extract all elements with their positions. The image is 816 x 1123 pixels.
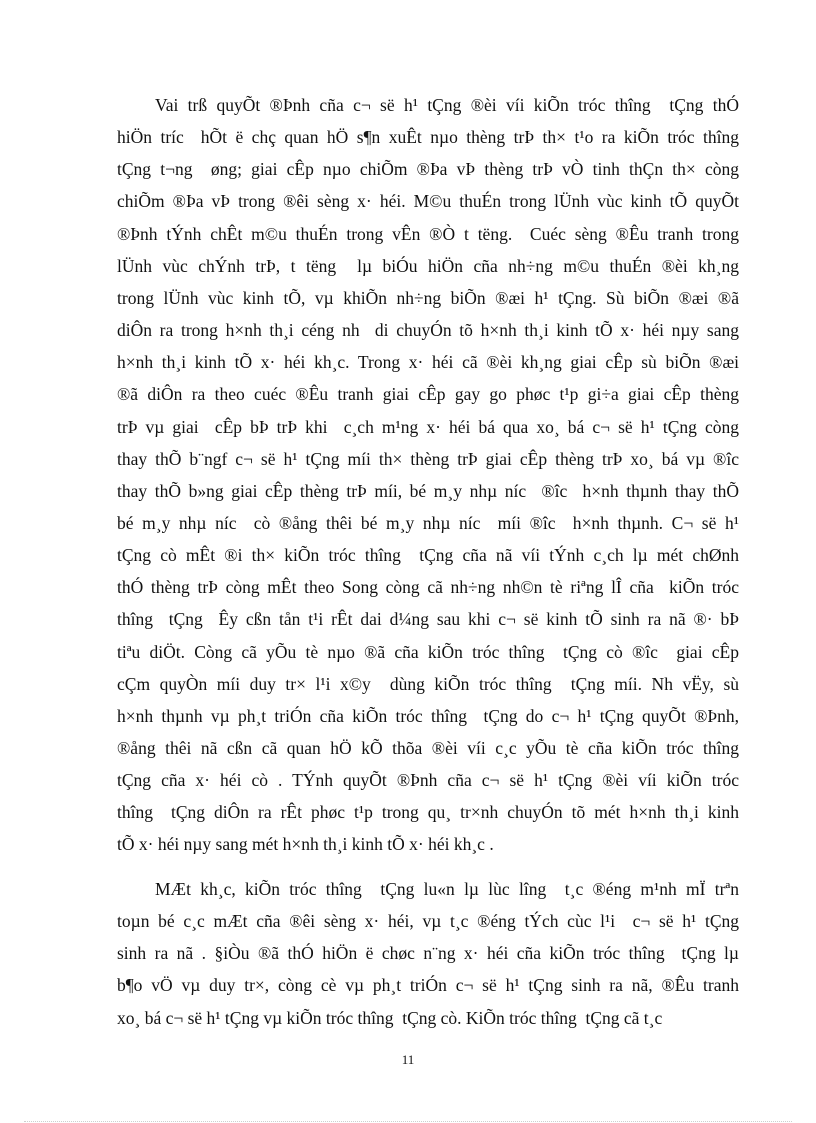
text-line: chiÕm ®Þa vÞ trong ®êi sèng x· héi. M©u thuÉn trong lÜnh vùc kinh tÕ quyÕt	[117, 191, 739, 212]
text-line: MÆt kh¸c, kiÕn tróc thîng tÇng lu«n lµ lùc lîng t¸c ®éng m¹nh mÏ trªn	[155, 879, 739, 899]
text-line: tÇng cò mÊt ®i th× kiÕn tróc thîng tÇng cña nã víi tÝnh c¸ch lµ mét chØnh	[117, 545, 739, 566]
text-line: bé m¸y nhµ níc cò ®ång thêi bé m¸y nhµ níc míi ®îc h×nh thµnh. C¬ së h¹	[117, 512, 739, 533]
text-line: cÇm quyÒn míi duy tr× l¹i x©y dùng kiÕn tróc thîng tÇng míi. Nh vËy, sù	[117, 673, 739, 694]
text-line: hiÖn tríc hÕt ë chç quan hÖ s¶n xuÊt nµo thèng trÞ th× t¹o ra kiÕn tróc thîng	[117, 127, 739, 148]
text-line: tiªu diÖt. Còng cã yÕu tè nµo ®ã cña kiÕn tróc thîng tÇng cò ®îc giai cÊp	[117, 641, 739, 662]
text-line: thîng tÇng Êy cßn tån t¹i rÊt dai d¼ng sau khi c¬ së kinh tÕ sinh ra nã ®· bÞ	[117, 609, 739, 630]
text-line: ®Þnh tÝnh chÊt m©u thuÉn trong vÊn ®Ò t tëng. Cuéc sèng ®Êu tranh trong	[117, 223, 739, 244]
text-line: tÇng cña x· héi cò . TÝnh quyÕt ®Þnh cña c¬ së h¹ tÇng ®èi víi kiÕn tróc	[117, 770, 739, 791]
text-line: tÕ x· héi nµy sang mét h×nh th¸i kinh tÕ x· héi kh¸c .	[117, 834, 494, 855]
text-line: diÔn ra trong h×nh th¸i céng nh di chuyÓn tõ h×nh th¸i kinh tÕ x· héi nµy sang	[117, 320, 739, 341]
text-line: lÜnh vùc chÝnh trÞ, t tëng lµ biÓu hiÖn cña nh÷ng m©u thuÉn ®èi kh¸ng	[117, 255, 739, 276]
text-line: ®ã diÔn ra theo cuéc ®Êu tranh giai cÊp gay go phøc t¹p gi÷a giai cÊp thèng	[117, 384, 739, 405]
text-line: tÇng t¬ng øng; giai cÊp nµo chiÕm ®Þa vÞ thèng trÞ vÒ tinh thÇn th× còng	[117, 159, 739, 180]
text-line: h×nh th¸i kinh tÕ x· héi kh¸c. Trong x· héi cã ®èi kh¸ng giai cÊp sù biÕn ®æi	[117, 352, 739, 373]
text-line: h×nh thµnh vµ ph¸t triÓn cña kiÕn tróc thîng tÇng do c¬ h¹ tÇng quyÕt ®Þnh,	[117, 705, 739, 726]
text-line: trong lÜnh vùc kinh tÕ, vµ khiÕn nh÷ng biÕn ®æi h¹ tÇng. Sù biÕn ®æi ®ã	[117, 287, 739, 308]
text-line: Vai trß quyÕt ®Þnh cña c¬ së h¹ tÇng ®èi víi kiÕn tróc thîng tÇng thÓ	[155, 95, 739, 115]
text-line: thÓ thèng trÞ còng mÊt theo Song còng cã nh÷ng nh©n tè riªng lÎ cña kiÕn tróc	[117, 577, 739, 598]
text-line: trÞ vµ giai cÊp bÞ trÞ khi c¸ch m¹ng x· héi bá qua xo¸ bá c¬ së h¹ tÇng còng	[117, 416, 739, 437]
text-line: thay thÕ b¨ngf c¬ së h¹ tÇng míi th× thèng trÞ giai cÊp thèng trÞ xo¸ bá vµ ®îc	[117, 448, 739, 469]
text-line: xo¸ bá c¬ së h¹ tÇng vµ kiÕn tróc thîng tÇng cò. KiÕn tróc thîng tÇng cã t¸c	[117, 1007, 663, 1028]
text-line: b¶o vÖ vµ duy tr×, còng cè vµ ph¸t triÓn c¬ së h¹ tÇng sinh ra nã, ®Êu tranh	[117, 975, 739, 996]
page-number: 11	[401, 1052, 415, 1067]
text-line: ®ång thêi nã cßn cã quan hÖ kÕ thõa ®èi víi c¸c yÕu tè cña kiÕn tróc thîng	[117, 738, 739, 758]
text-line: sinh ra nã . §iÒu ®ã thÓ hiÖn ë chøc n¨ng x· héi cña kiÕn tróc thîng tÇng lµ	[117, 943, 739, 964]
text-line: toµn bé c¸c mÆt cña ®êi sèng x· héi, vµ t¸c ®éng tÝch cùc l¹i c¬ së h¹ tÇng	[117, 911, 739, 932]
text-line: thîng tÇng diÔn ra rÊt phøc t¹p trong qu¸ tr×nh chuyÓn tõ mét h×nh th¸i kinh	[117, 802, 739, 823]
text-line: thay thÕ b»ng giai cÊp thèng trÞ míi, bé m¸y nhµ níc ®îc h×nh thµnh thay thÕ	[117, 480, 739, 501]
page-bottom-border	[24, 1121, 792, 1122]
